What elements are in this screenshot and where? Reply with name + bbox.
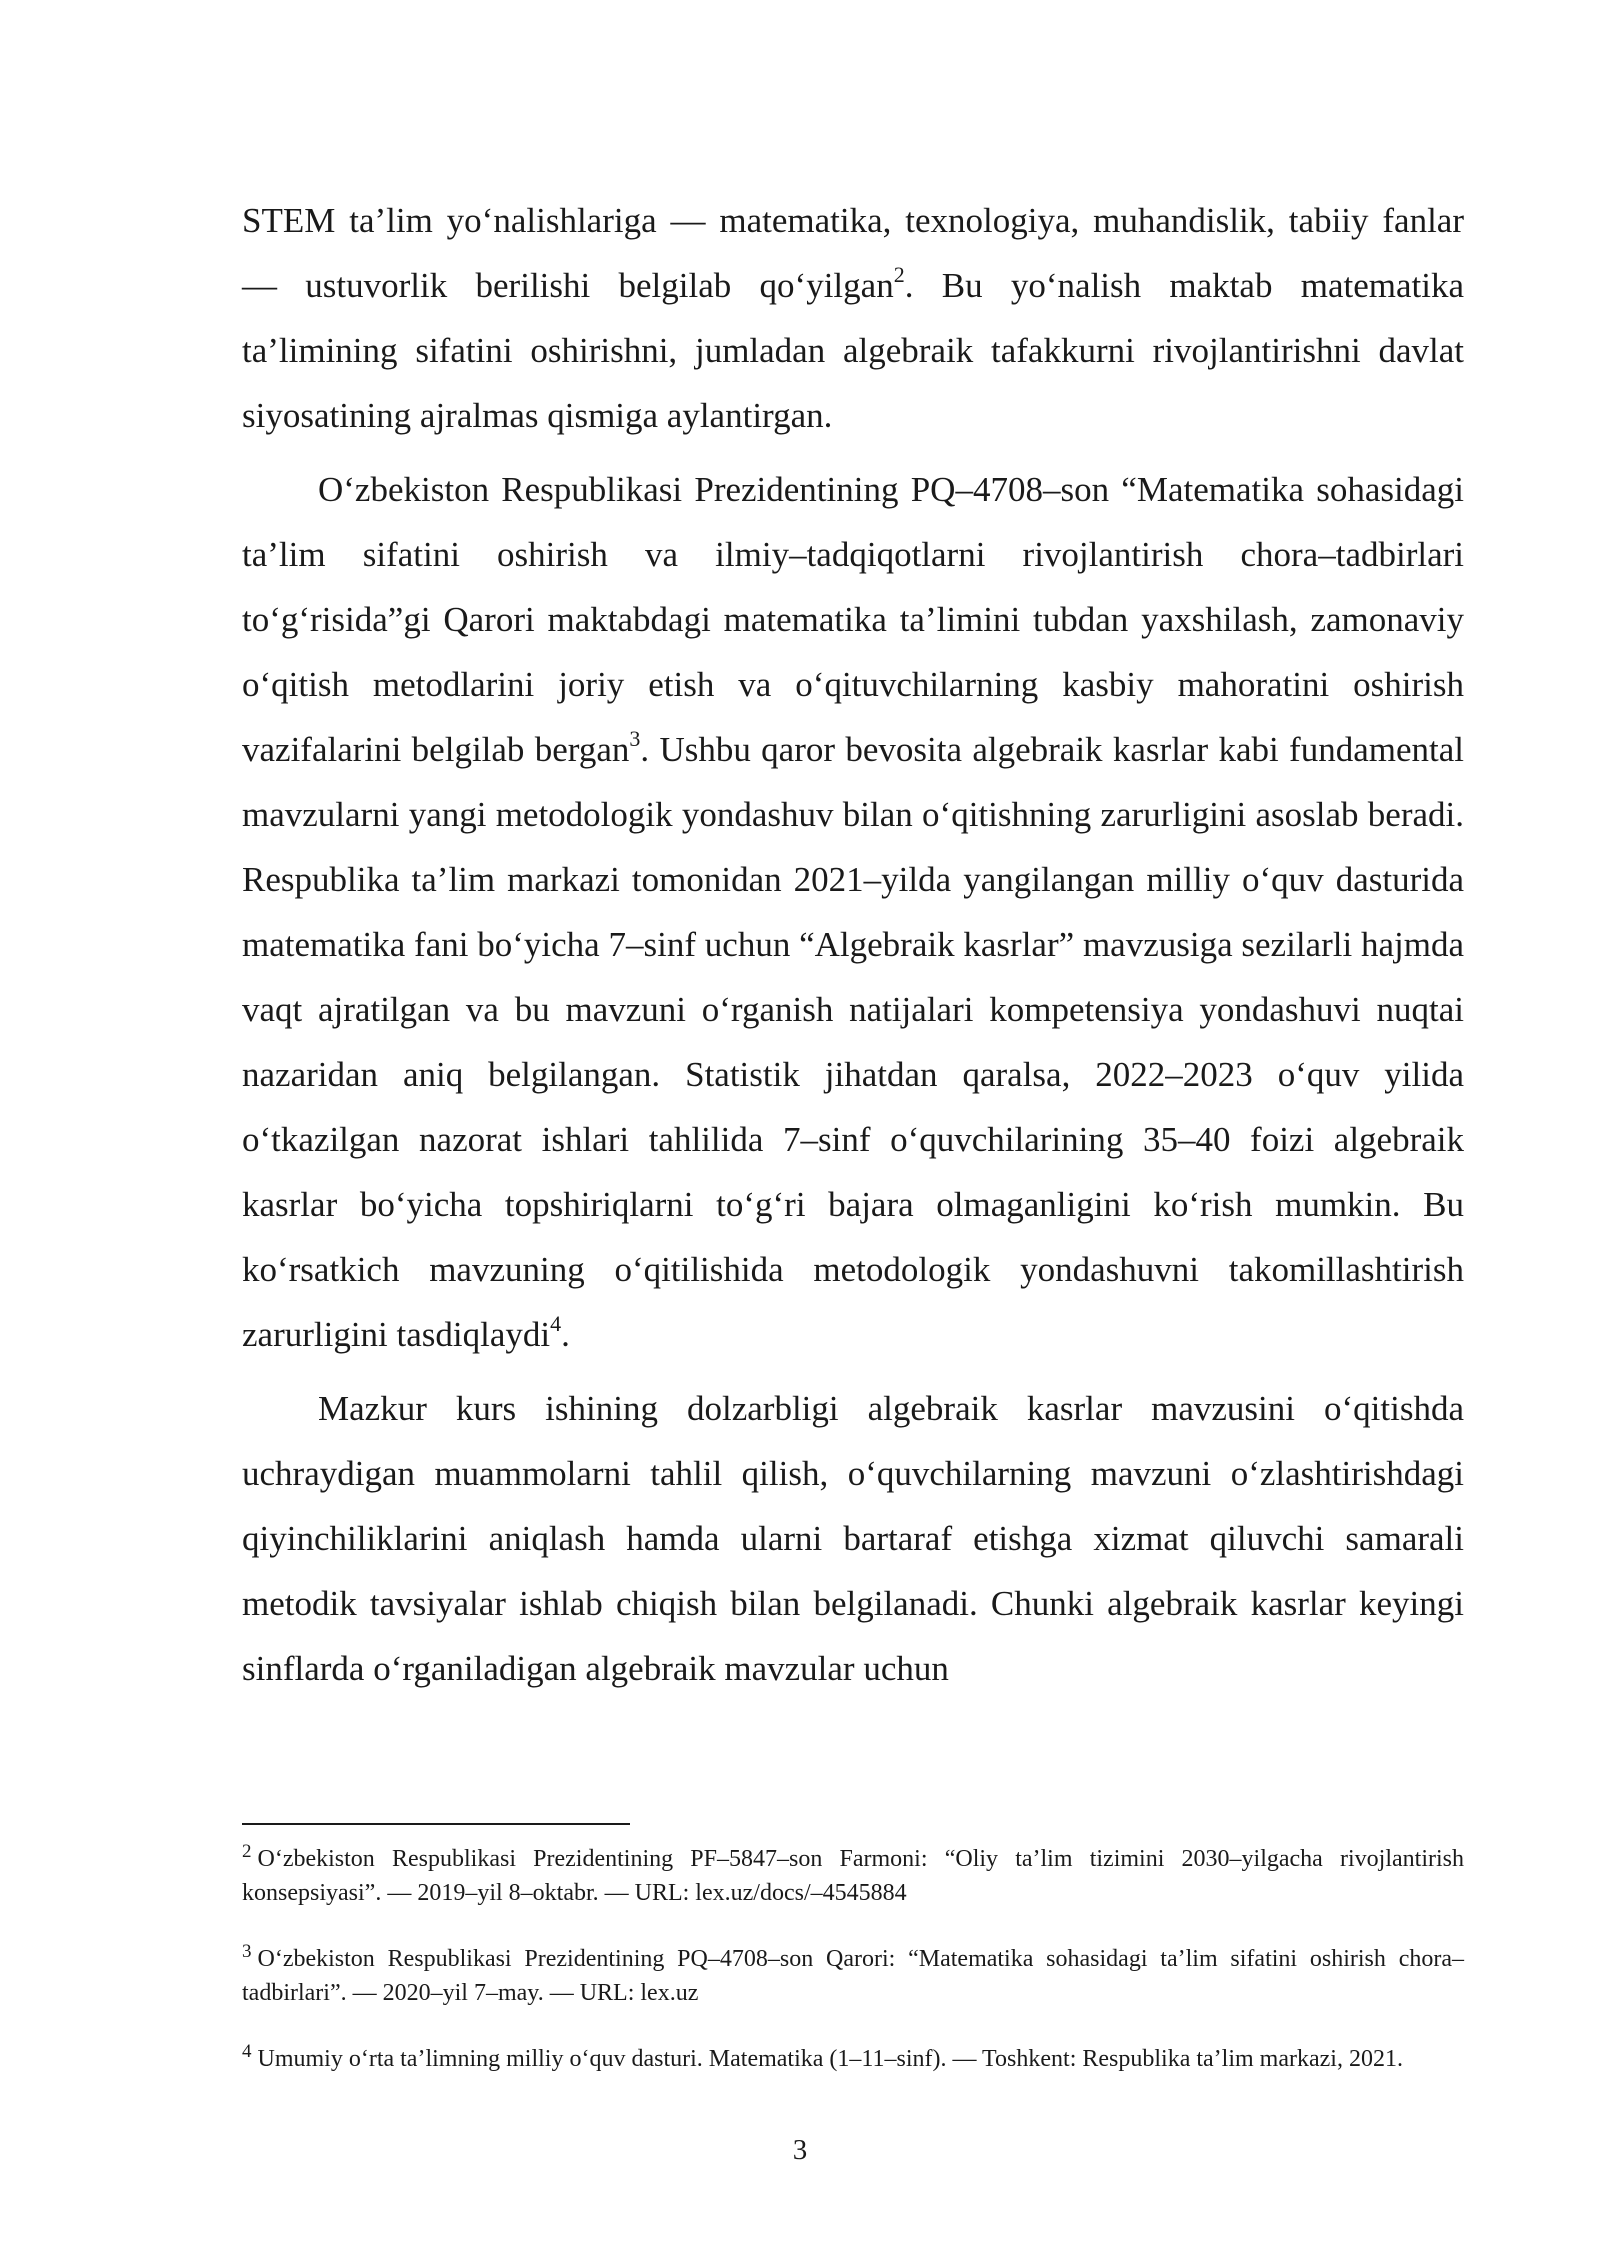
footnote-text: O‘zbekiston Respublikasi Prezidentining PQ–4708–son Qarori: “Matematika sohasidagi ta’lim sifatini oshirish chora–tadbirlari”. — 2020–yil 7–may. — URL: lex.uz <box>242 1946 1464 2006</box>
footnote-text: Umumiy o‘rta ta’limning milliy o‘quv dasturi. Matematika (1–11–sinf). — Toshkent: Respublika ta’lim markazi, 2021. <box>257 2046 1403 2072</box>
paragraph-2-text-1: O‘zbekiston Respublikasi Prezidentining PQ–4708–son “Matematika sohasidagi ta’lim sifatini oshirish va ilmiy–tadqiqotlarni rivojlantirish chora–tadbirlari to‘g‘risida”gi Qarori maktabdagi matematika ta’limini tubdan yaxshilash, zamonaviy o‘qitish metodlarini joriy etish va o‘qituvchilarning kasbiy mahoratini oshirish vazifalarini belgilab bergan <box>242 470 1464 769</box>
footnote-ref-2[interactable]: 2 <box>893 262 905 288</box>
body-text <box>242 188 1464 1701</box>
footnote-mark: 4 <box>242 2041 252 2062</box>
paragraph-2 <box>242 457 1464 1367</box>
footnote-mark: 3 <box>242 1941 252 1962</box>
paragraph-1 <box>242 188 1464 448</box>
footnote-ref-4[interactable]: 4 <box>550 1311 562 1337</box>
page-number: 3 <box>792 2134 808 2166</box>
footnote-text: O‘zbekiston Respublikasi Prezidentining PF–5847–son Farmoni: “Oliy ta’lim tizimini 2030–yilgacha rivojlantirish konsepsiyasi”. — 2019–yil 8–oktabr. — URL: lex.uz/docs/–4545884 <box>242 1846 1464 1906</box>
paragraph-2-text-2: . Ushbu qaror bevosita algebraik kasrlar kabi fundamental mavzularni yangi metodologik yondashuv bilan o‘qitishning zarurligini asoslab beradi. Respublika ta’lim markazi tomonidan 2021–yilda yangilangan milliy o‘quv dasturida matematika fani bo‘yicha 7–sinf uchun “Algebraik kasrlar” mavzusiga sezilarli hajmda vaqt ajratilgan va bu mavzuni o‘rganish natijalari kompetensiya yondashuvi nuqtai nazaridan aniq belgilangan. Statistik jihatdan qaralsa, 2022–2023 o‘quv yilida o‘tkazilgan nazorat ishlari tahlilida 7–sinf o‘quvchilarining 35–40 foizi algebraik kasrlar bo‘yicha topshiriqlarni to‘g‘ri bajara olmaganligini ko‘rish mumkin. Bu ko‘rsatkich mavzuning o‘qitilishida metodologik yondashuvni takomillashtirish zarurligini tasdiqlaydi <box>242 730 1464 1354</box>
paragraph-2-text-3: . <box>561 1315 570 1354</box>
paragraph-3-text-1: Mazkur kurs ishining dolzarbligi algebraik kasrlar mavzusini o‘qitishda uchraydigan muammolarni tahlil qilish, o‘quvchilarning mavzuni o‘zlashtirishdagi qiyinchiliklarini aniqlash hamda ularni bartaraf etishga xizmat qiluvchi samarali metodik tavsiyalar ishlab chiqish bilan belgilanadi. Chunki algebraik kasrlar keyingi sinflarda o‘rganiladigan algebraik mavzular uchun <box>242 1389 1464 1688</box>
footnote-3 <box>242 1942 1464 2010</box>
footnote-2 <box>242 1842 1464 1910</box>
footnote-4 <box>242 2042 1464 2076</box>
footnotes <box>242 1842 1464 2108</box>
footnote-ref-3[interactable]: 3 <box>629 726 641 752</box>
footnote-mark: 2 <box>242 1841 252 1862</box>
paragraph-1-text-2: . Bu yo‘nalish maktab matematika ta’limining sifatini oshirishni, jumladan algebraik tafakkurni rivojlantirishni davlat siyosatining ajralmas qismiga aylantirgan. <box>242 266 1464 435</box>
paragraph-1-text-1: STEM ta’lim yo‘nalishlariga — matematika, texnologiya, muhandislik, tabiiy fanlar — ustuvorlik berilishi belgilab qo‘yilgan <box>242 201 1464 305</box>
paragraph-3 <box>242 1376 1464 1701</box>
footnote-separator <box>242 1823 630 1825</box>
